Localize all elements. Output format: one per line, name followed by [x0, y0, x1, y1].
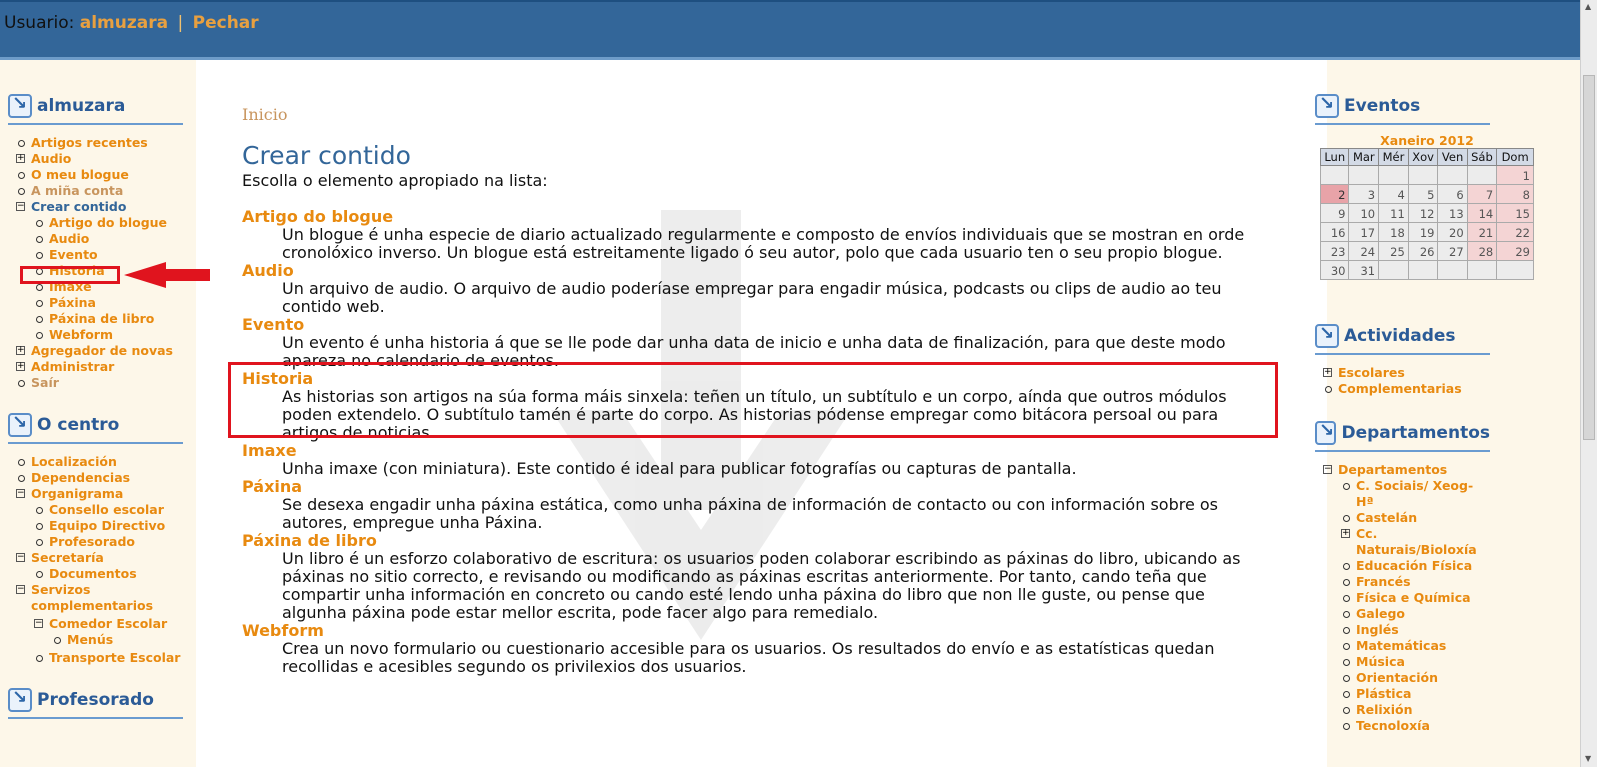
expand-icon[interactable]: +	[17, 153, 25, 163]
expand-icon[interactable]: +	[17, 361, 25, 371]
menu-item[interactable]	[1307, 590, 1477, 606]
bullet-icon	[36, 571, 43, 578]
red-arrow-annotation	[124, 262, 210, 288]
calendar-day[interactable]: 14	[1467, 204, 1497, 223]
content-type-link[interactable]: Webform	[242, 621, 324, 640]
menu-item-label[interactable]: Comedor Escolar	[49, 616, 168, 631]
collapse-icon[interactable]: −	[17, 584, 25, 594]
calendar-day[interactable]: 22	[1497, 223, 1534, 242]
bullet-icon	[36, 507, 43, 514]
menu-item[interactable]	[0, 359, 196, 375]
menu-item-label[interactable]: Física e Química	[1356, 590, 1471, 605]
arrow-icon	[1315, 324, 1339, 348]
bullet-icon	[1343, 627, 1350, 634]
menu-item[interactable]	[1307, 558, 1477, 574]
menu-item-label[interactable]: Tecnoloxía	[1356, 718, 1430, 733]
collapse-icon[interactable]: −	[35, 618, 43, 628]
menu-item-label[interactable]: Relixión	[1356, 702, 1413, 717]
menu-item[interactable]	[0, 566, 196, 582]
bullet-icon	[1343, 659, 1350, 666]
menu-item-label[interactable]: Cc. Naturais/Bioloxía	[1356, 526, 1477, 557]
calendar-day[interactable]: 24	[1349, 242, 1379, 261]
collapse-icon[interactable]: −	[17, 201, 25, 211]
activities-block-title	[1315, 324, 1490, 355]
content-type-link[interactable]: Páxina	[242, 477, 303, 496]
calendar-day	[1467, 166, 1497, 185]
menu-item[interactable]	[0, 311, 196, 327]
calendar-day	[1408, 261, 1438, 280]
menu-item[interactable]	[1307, 654, 1477, 670]
user-info	[4, 13, 259, 33]
content-type-description: Un blogue é unha especie de diario actualizado regularmente e composto de envíos individuais que se mostran en orde cronolóxico inverso. Un blogue está estreitamente ligado ó seu autor, polo que cada usuario ten o seu propio blogue.	[282, 225, 1245, 262]
menu-item-label[interactable]: Administrar	[31, 359, 115, 374]
menu-item[interactable]	[1307, 718, 1477, 734]
menu-item-label[interactable]: Castelán	[1356, 510, 1418, 525]
menu-item[interactable]	[0, 167, 196, 183]
menu-item-label[interactable]: Localización	[31, 454, 117, 469]
calendar-day[interactable]: 27	[1438, 242, 1467, 261]
block-title-text: Profesorado	[37, 690, 154, 710]
menu-item-label[interactable]: Dependencias	[31, 470, 131, 485]
menu-item-label[interactable]: Matemáticas	[1356, 638, 1447, 653]
calendar-day-header: Xov	[1408, 149, 1438, 166]
menu-item[interactable]	[0, 616, 196, 632]
menu-item-label[interactable]: Transporte Escolar	[49, 650, 181, 665]
menu-item-label[interactable]: Departamentos	[1338, 462, 1448, 477]
menu-item[interactable]	[1307, 606, 1477, 622]
menu-item[interactable]	[0, 375, 196, 391]
menu-item[interactable]	[1307, 622, 1477, 638]
menu-item[interactable]	[0, 454, 196, 470]
user-label: Usuario:	[4, 13, 75, 33]
bullet-icon	[36, 220, 43, 227]
intro-text: Escolla o elemento apropiado na lista:	[242, 171, 548, 190]
menu-item-label[interactable]: Crear contido	[31, 199, 127, 214]
menu-item-label[interactable]: Páxina de libro	[49, 311, 155, 326]
menu-item-label[interactable]: C. Sociais/ Xeog-Hª	[1356, 478, 1474, 509]
menu-item[interactable]	[0, 518, 196, 534]
calendar-day	[1349, 166, 1379, 185]
bullet-icon	[1343, 483, 1350, 490]
menu-item[interactable]	[1307, 510, 1477, 526]
menu-item-label[interactable]: Historia	[49, 263, 105, 278]
menu-item-label[interactable]: Galego	[1356, 606, 1405, 621]
bullet-icon	[1343, 723, 1350, 730]
bullet-icon	[1343, 563, 1350, 570]
menu-item[interactable]	[1307, 638, 1477, 654]
block-title-text: Actividades	[1344, 326, 1456, 346]
scroll-up-icon[interactable]: ▲	[1585, 2, 1592, 11]
calendar-day[interactable]: 3	[1349, 185, 1379, 204]
menu-item[interactable]	[1307, 526, 1477, 558]
menu-item[interactable]	[1307, 478, 1477, 510]
menu-item-label[interactable]: O meu blogue	[31, 167, 129, 182]
highlight-box-historia	[228, 362, 1278, 438]
menu-item[interactable]	[1307, 381, 1580, 397]
bullet-icon	[1343, 595, 1350, 602]
menu-item-label[interactable]: Audio	[49, 231, 90, 246]
menu-item-label[interactable]: Artigo do blogue	[49, 215, 168, 230]
menu-item-label[interactable]: Escolares	[1338, 365, 1405, 380]
arrow-icon	[8, 413, 32, 437]
activities-menu	[1307, 365, 1580, 397]
menu-item-label[interactable]: Plástica	[1356, 686, 1412, 701]
calendar-day[interactable]: 26	[1408, 242, 1438, 261]
calendar-day[interactable]: 15	[1497, 204, 1534, 223]
calendar	[1320, 133, 1580, 280]
calendar-day[interactable]: 28	[1467, 242, 1497, 261]
bullet-icon	[1343, 675, 1350, 682]
expand-icon[interactable]: +	[1324, 367, 1332, 377]
block-title-text: almuzara	[37, 96, 126, 116]
menu-item-label[interactable]: Complementarias	[1338, 381, 1462, 396]
menu-item[interactable]	[1307, 686, 1477, 702]
calendar-day[interactable]: 20	[1438, 223, 1467, 242]
calendar-month[interactable]: Xaneiro 2012	[1380, 133, 1474, 148]
breadcrumb-home[interactable]: Inicio	[242, 105, 288, 124]
menu-item[interactable]	[1307, 574, 1477, 590]
expand-icon[interactable]: +	[17, 345, 25, 355]
calendar-day[interactable]: 30	[1321, 261, 1349, 280]
departments-menu	[1307, 462, 1477, 734]
content-type-description: Crea un novo formulario ou cuestionario accesible para os usuarios. Os resultados do envío e as estatísticas quedan recollidas e acesibles segundo os privilexios dos usuarios.	[282, 639, 1215, 676]
bullet-icon	[54, 637, 61, 644]
calendar-day-header: Sáb	[1467, 149, 1497, 166]
events-block-title	[1315, 94, 1490, 125]
menu-item-label[interactable]: A miña conta	[31, 183, 124, 198]
calendar-day	[1438, 166, 1467, 185]
calendar-day	[1379, 261, 1409, 280]
content-type-link[interactable]: Historia	[242, 369, 314, 388]
menu-item[interactable]	[0, 199, 196, 215]
menu-item[interactable]	[1307, 365, 1580, 381]
content-type-description: Unha imaxe (con miniatura). Este contido é ideal para publicar fotografías ou capturas de pantalla.	[282, 459, 1077, 478]
calendar-day[interactable]: 18	[1379, 223, 1409, 242]
menu-item[interactable]	[0, 183, 196, 199]
bullet-icon	[36, 316, 43, 323]
calendar-day[interactable]: 9	[1321, 204, 1349, 223]
calendar-day	[1438, 261, 1467, 280]
right-sidebar	[1324, 60, 1580, 767]
scroll-down-icon[interactable]: ▼	[1585, 754, 1592, 763]
calendar-day	[1408, 166, 1438, 185]
content-type-link[interactable]: Páxina de libro	[242, 531, 377, 550]
menu-item-label[interactable]: Webform	[49, 327, 113, 342]
teachers-block-title	[8, 688, 183, 719]
bullet-icon	[36, 284, 43, 291]
calendar-day-header: Mar	[1349, 149, 1379, 166]
menu-item-label[interactable]: Secretaría	[31, 550, 104, 565]
menu-item-label[interactable]: Inglés	[1356, 622, 1399, 637]
content-type-link[interactable]: Artigo do blogue	[242, 207, 394, 226]
calendar-day[interactable]: 6	[1438, 185, 1467, 204]
calendar-day[interactable]: 29	[1497, 242, 1534, 261]
calendar-day[interactable]: 31	[1349, 261, 1379, 280]
menu-item[interactable]	[1307, 670, 1477, 686]
calendar-day[interactable]: 16	[1321, 223, 1349, 242]
bullet-icon	[1343, 579, 1350, 586]
highlight-box-menu-historia	[20, 266, 120, 284]
bullet-icon	[1343, 643, 1350, 650]
content-type-list	[242, 208, 1262, 676]
centre-block-title	[8, 413, 183, 444]
menu-item-label[interactable]: Educación Física	[1356, 558, 1473, 573]
content-type-description: Se desexa engadir unha páxina estática, como unha páxina de información de contacto ou con información sobre os autores, empregue unha Páxina.	[282, 495, 1219, 532]
calendar-day[interactable]: 1	[1497, 166, 1534, 185]
calendar-day	[1497, 261, 1534, 280]
block-title-text: Departamentos	[1341, 423, 1490, 443]
content-type-description: As historias son artigos na súa forma máis sinxela: teñen un título, un subtítulo e un corpo, aínda que outros módulos poden extendelo. O subtítulo tamén é parte do corpo. As historias pódense empregar como bitácora persoal ou para artigos de noticias.	[282, 387, 1227, 442]
calendar-day[interactable]: 17	[1349, 223, 1379, 242]
bullet-icon	[1343, 611, 1350, 618]
user-block-title	[8, 94, 183, 125]
content-type-description: Un evento é unha historia á que se lle pode dar unha data de inicio e unha data de finalización, para que deste modo apareza no calendario de eventos.	[282, 333, 1226, 370]
menu-item[interactable]	[0, 534, 196, 550]
menu-item-label[interactable]: Agregador de novas	[31, 343, 173, 358]
expand-icon[interactable]: +	[1342, 528, 1350, 538]
menu-item-label[interactable]: Artigos recentes	[31, 135, 148, 150]
arrow-icon	[8, 94, 32, 118]
menu-item[interactable]	[0, 151, 196, 167]
menu-item[interactable]	[0, 135, 196, 151]
collapse-icon[interactable]: −	[17, 552, 25, 562]
menu-item-label[interactable]: Equipo Directivo	[49, 518, 166, 533]
centre-menu	[0, 454, 196, 666]
menu-item-label[interactable]: Servizos complementarios	[31, 582, 154, 613]
menu-item[interactable]	[0, 231, 196, 247]
bullet-icon	[36, 236, 43, 243]
bullet-icon	[18, 475, 25, 482]
bullet-icon	[18, 140, 25, 147]
block-title-text: Eventos	[1344, 96, 1421, 116]
bullet-icon	[36, 300, 43, 307]
bullet-icon	[18, 380, 25, 387]
bullet-icon	[1343, 707, 1350, 714]
bullet-icon	[1343, 691, 1350, 698]
left-sidebar	[0, 60, 196, 767]
menu-item[interactable]	[0, 295, 196, 311]
calendar-day	[1467, 261, 1497, 280]
block-title-text: O centro	[37, 415, 120, 435]
menu-item-label[interactable]: Francés	[1356, 574, 1411, 589]
bullet-icon	[18, 188, 25, 195]
calendar-day[interactable]: 13	[1438, 204, 1467, 223]
calendar-table	[1320, 148, 1534, 280]
scrollbar[interactable]	[1580, 0, 1597, 767]
arrow-icon	[8, 688, 32, 712]
calendar-day[interactable]: 21	[1467, 223, 1497, 242]
bullet-icon	[36, 539, 43, 546]
bullet-icon	[36, 332, 43, 339]
collapse-icon[interactable]: −	[1324, 464, 1332, 474]
menu-item[interactable]	[0, 486, 196, 502]
content-type-description: Un libro é un esforzo colaborativo de escritura: os usuarios poden colaborar escribindo as páxinas do libro, ubicando as páxinas no sitio correcto, e revisando ou modificando as páxinas escritas anteriormente. Por tanto, cando teña que compartir unha información en concreto ou cando esté lendo unha páxina do libro que non lle guste, ou pense que algunha páxina pode estar mellor escrita, pode facer algo para remedialo.	[282, 549, 1241, 622]
menu-item[interactable]	[0, 247, 196, 263]
content-type-link[interactable]: Audio	[242, 261, 294, 280]
calendar-day[interactable]: 23	[1321, 242, 1349, 261]
calendar-day-header: Dom	[1497, 149, 1534, 166]
departments-block-title	[1315, 421, 1490, 452]
menu-item-label[interactable]: Saír	[31, 375, 59, 390]
calendar-day[interactable]: 2	[1321, 185, 1349, 204]
breadcrumb[interactable]	[242, 105, 287, 124]
collapse-icon[interactable]: −	[17, 488, 25, 498]
menu-item-label[interactable]: Imaxe	[49, 279, 92, 294]
menu-item-label[interactable]: Música	[1356, 654, 1405, 669]
content-type-description: Un arquivo de audio. O arquivo de audio poderíase empregar para engadir música, podcasts ou clips de audio ao teu contido web.	[282, 279, 1222, 316]
menu-item[interactable]	[0, 632, 196, 648]
menu-item-label[interactable]: Menús	[67, 632, 114, 647]
menu-item-label[interactable]: Profesorado	[49, 534, 135, 549]
menu-item[interactable]	[1307, 702, 1477, 718]
username-link[interactable]: almuzara	[79, 13, 169, 33]
calendar-day-header: Ven	[1438, 149, 1467, 166]
menu-item-label[interactable]: Audio	[31, 151, 72, 166]
calendar-day[interactable]: 11	[1379, 204, 1409, 223]
arrow-icon	[1315, 421, 1336, 445]
content-type-link[interactable]: Evento	[242, 315, 305, 334]
calendar-day[interactable]: 5	[1408, 185, 1438, 204]
calendar-day[interactable]: 12	[1408, 204, 1438, 223]
calendar-day-header: Lun	[1321, 149, 1349, 166]
menu-item-label[interactable]: Evento	[49, 247, 98, 262]
separator: |	[177, 13, 184, 33]
calendar-day-header: Mér	[1379, 149, 1409, 166]
calendar-day	[1321, 166, 1349, 185]
logout-link[interactable]: Pechar	[192, 13, 259, 33]
bullet-icon	[1343, 515, 1350, 522]
bullet-icon	[36, 252, 43, 259]
bullet-icon	[36, 655, 43, 662]
menu-item[interactable]	[0, 650, 196, 666]
scrollbar-thumb[interactable]	[1583, 75, 1595, 440]
menu-item[interactable]	[0, 215, 196, 231]
menu-item[interactable]	[0, 582, 196, 614]
menu-item-label[interactable]: Consello escolar	[49, 502, 164, 517]
page-title: Crear contido	[242, 141, 411, 170]
bullet-icon	[1325, 386, 1332, 393]
calendar-day[interactable]: 4	[1379, 185, 1409, 204]
menu-item[interactable]	[0, 343, 196, 359]
bullet-icon	[36, 523, 43, 530]
menu-item[interactable]	[0, 327, 196, 343]
menu-item-label[interactable]: Páxina	[49, 295, 96, 310]
calendar-day[interactable]: 19	[1408, 223, 1438, 242]
calendar-day[interactable]: 10	[1349, 204, 1379, 223]
bullet-icon	[18, 172, 25, 179]
calendar-day[interactable]: 25	[1379, 242, 1409, 261]
arrow-icon	[1315, 94, 1339, 118]
menu-item-label[interactable]: Documentos	[49, 566, 137, 581]
menu-item[interactable]	[1307, 462, 1477, 478]
bullet-icon	[18, 459, 25, 466]
menu-item[interactable]	[0, 470, 196, 486]
top-bar	[0, 0, 1580, 60]
calendar-day[interactable]: 7	[1467, 185, 1497, 204]
content-type-link[interactable]: Imaxe	[242, 441, 297, 460]
menu-item[interactable]	[0, 550, 196, 566]
calendar-day	[1379, 166, 1409, 185]
menu-item-label[interactable]: Organigrama	[31, 486, 124, 501]
menu-item[interactable]	[0, 502, 196, 518]
menu-item-label[interactable]: Orientación	[1356, 670, 1439, 685]
calendar-day[interactable]: 8	[1497, 185, 1534, 204]
